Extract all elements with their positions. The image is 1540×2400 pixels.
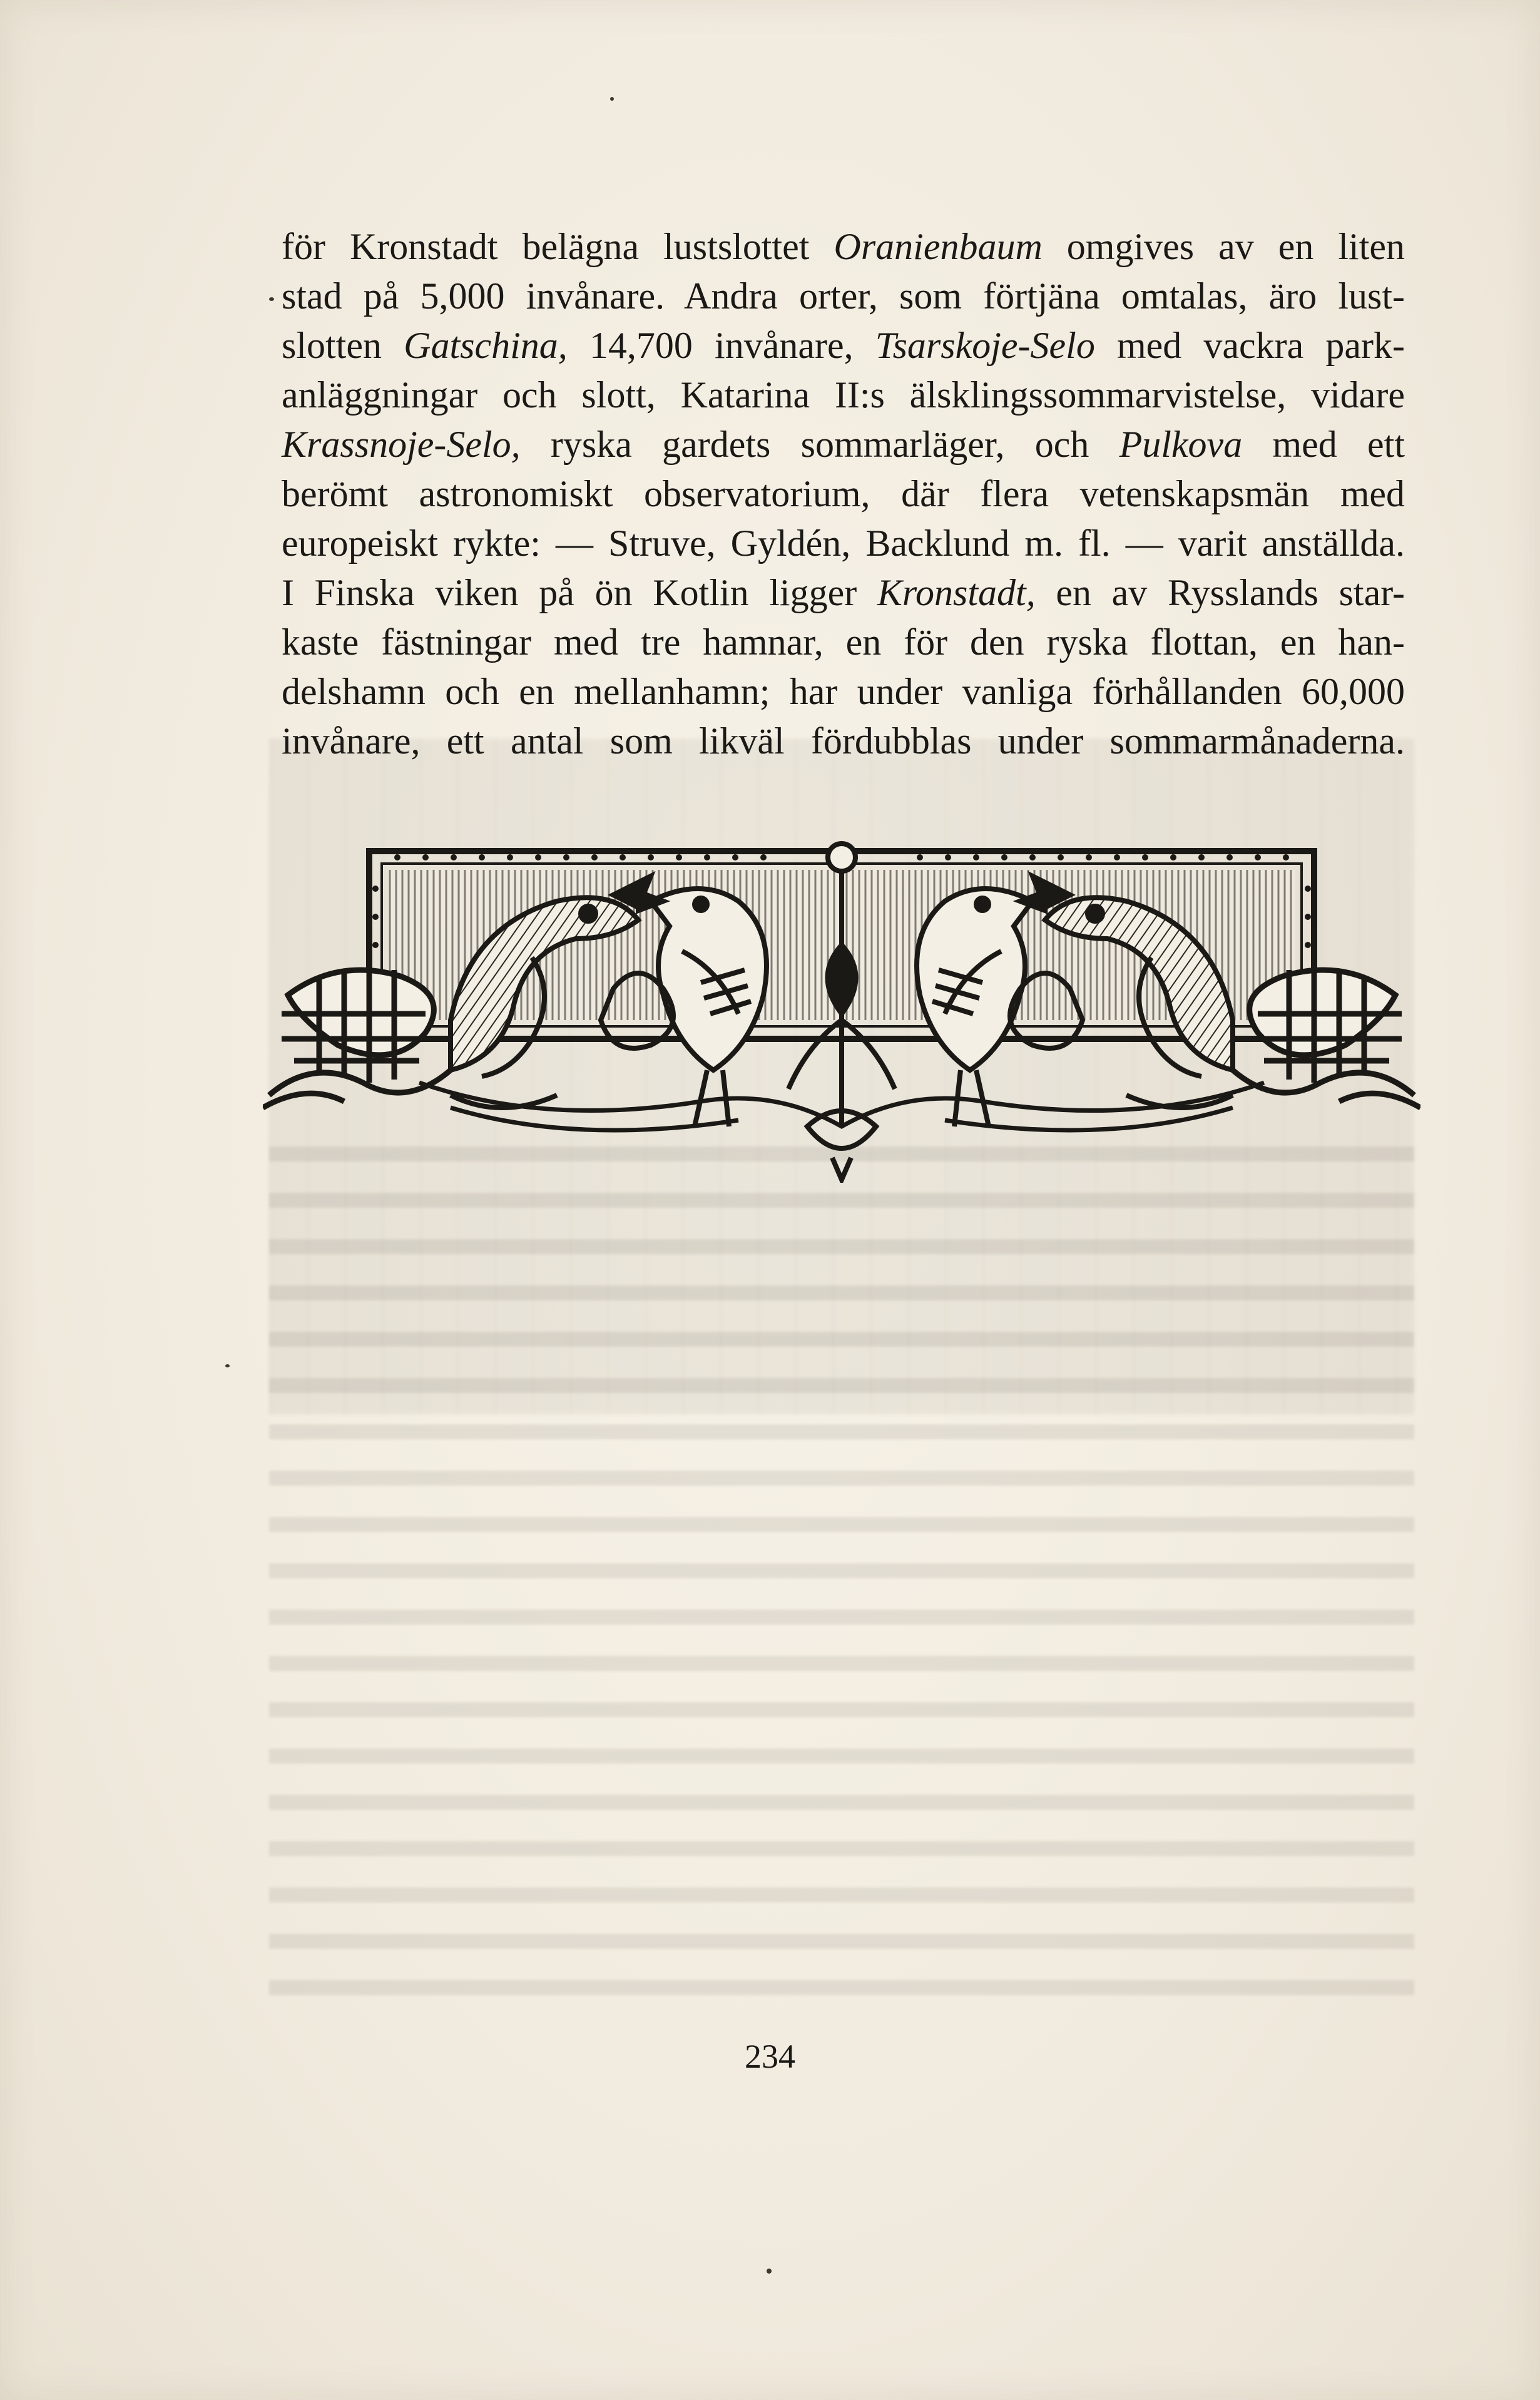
- text-segment: en av Rysslands star-: [1035, 572, 1405, 613]
- paper-speck: [610, 97, 614, 101]
- italic-place-name: Oranienbaum: [834, 226, 1043, 267]
- paper-speck: [269, 297, 274, 301]
- text-segment: slotten: [282, 325, 404, 366]
- text-segment: europeiskt rykte: — Struve, Gyldén, Backlund m. fl. — varit anställda.: [282, 523, 1405, 564]
- text-segment: kaste fästningar med tre hamnar, en för den ryska flottan, en han-: [282, 621, 1405, 663]
- italic-place-name: Kronstadt,: [877, 572, 1036, 613]
- italic-place-name: Krassnoje-Selo,: [282, 424, 521, 465]
- text-line: [282, 370, 1405, 420]
- text-segment: anläggningar och slott, Katarina II:s älsklingssommarvistelse, vidare: [282, 374, 1405, 416]
- text-line: [282, 272, 1405, 321]
- text-segment: I Finska viken på ön Kotlin ligger: [282, 572, 877, 613]
- body-text: [282, 222, 1405, 766]
- text-segment: med vackra park-: [1094, 325, 1405, 366]
- text-segment: stad på 5,000 invånare. Andra orter, som förtjäna omtalas, äro lust-: [282, 275, 1405, 317]
- text-line: [282, 469, 1405, 519]
- italic-place-name: Pulkova: [1119, 424, 1243, 465]
- text-line: [282, 321, 1405, 370]
- italic-place-name: Gatschina,: [404, 325, 568, 366]
- left-knotwork: [263, 967, 451, 1108]
- text-line: [282, 519, 1405, 568]
- text-segment: omgives av en liten: [1042, 226, 1405, 267]
- bleed-through-text: [269, 1120, 1414, 2009]
- text-line: [282, 568, 1405, 618]
- text-line: [282, 618, 1405, 667]
- text-segment: 14,700 invånare,: [567, 325, 875, 366]
- text-segment: delshamn och en mellanhamn; har under vanliga förhållanden 60,000: [282, 671, 1405, 712]
- text-segment: invånare, ett antal som likväl fördubblas under sommarmånaderna.: [282, 720, 1405, 762]
- text-line: [282, 420, 1405, 469]
- text-segment: ryska gardets sommarläger, och: [520, 424, 1119, 465]
- page-number: 234: [745, 2038, 795, 2075]
- right-knotwork: [1233, 967, 1420, 1108]
- italic-place-name: Tsarskoje-Selo: [875, 325, 1095, 366]
- text-line: [282, 667, 1405, 717]
- text-line: [282, 717, 1405, 766]
- paper-speck: [225, 1364, 230, 1367]
- text-segment: för Kronstadt belägna lustslottet: [282, 226, 834, 267]
- text-segment: berömt astronomiskt observatorium, där flera vetenskapsmän med: [282, 473, 1405, 514]
- text-line: [282, 222, 1405, 272]
- paper-speck: [767, 2269, 772, 2274]
- text-segment: med ett: [1242, 424, 1405, 465]
- interlace-ornament-illustration: [263, 832, 1420, 1183]
